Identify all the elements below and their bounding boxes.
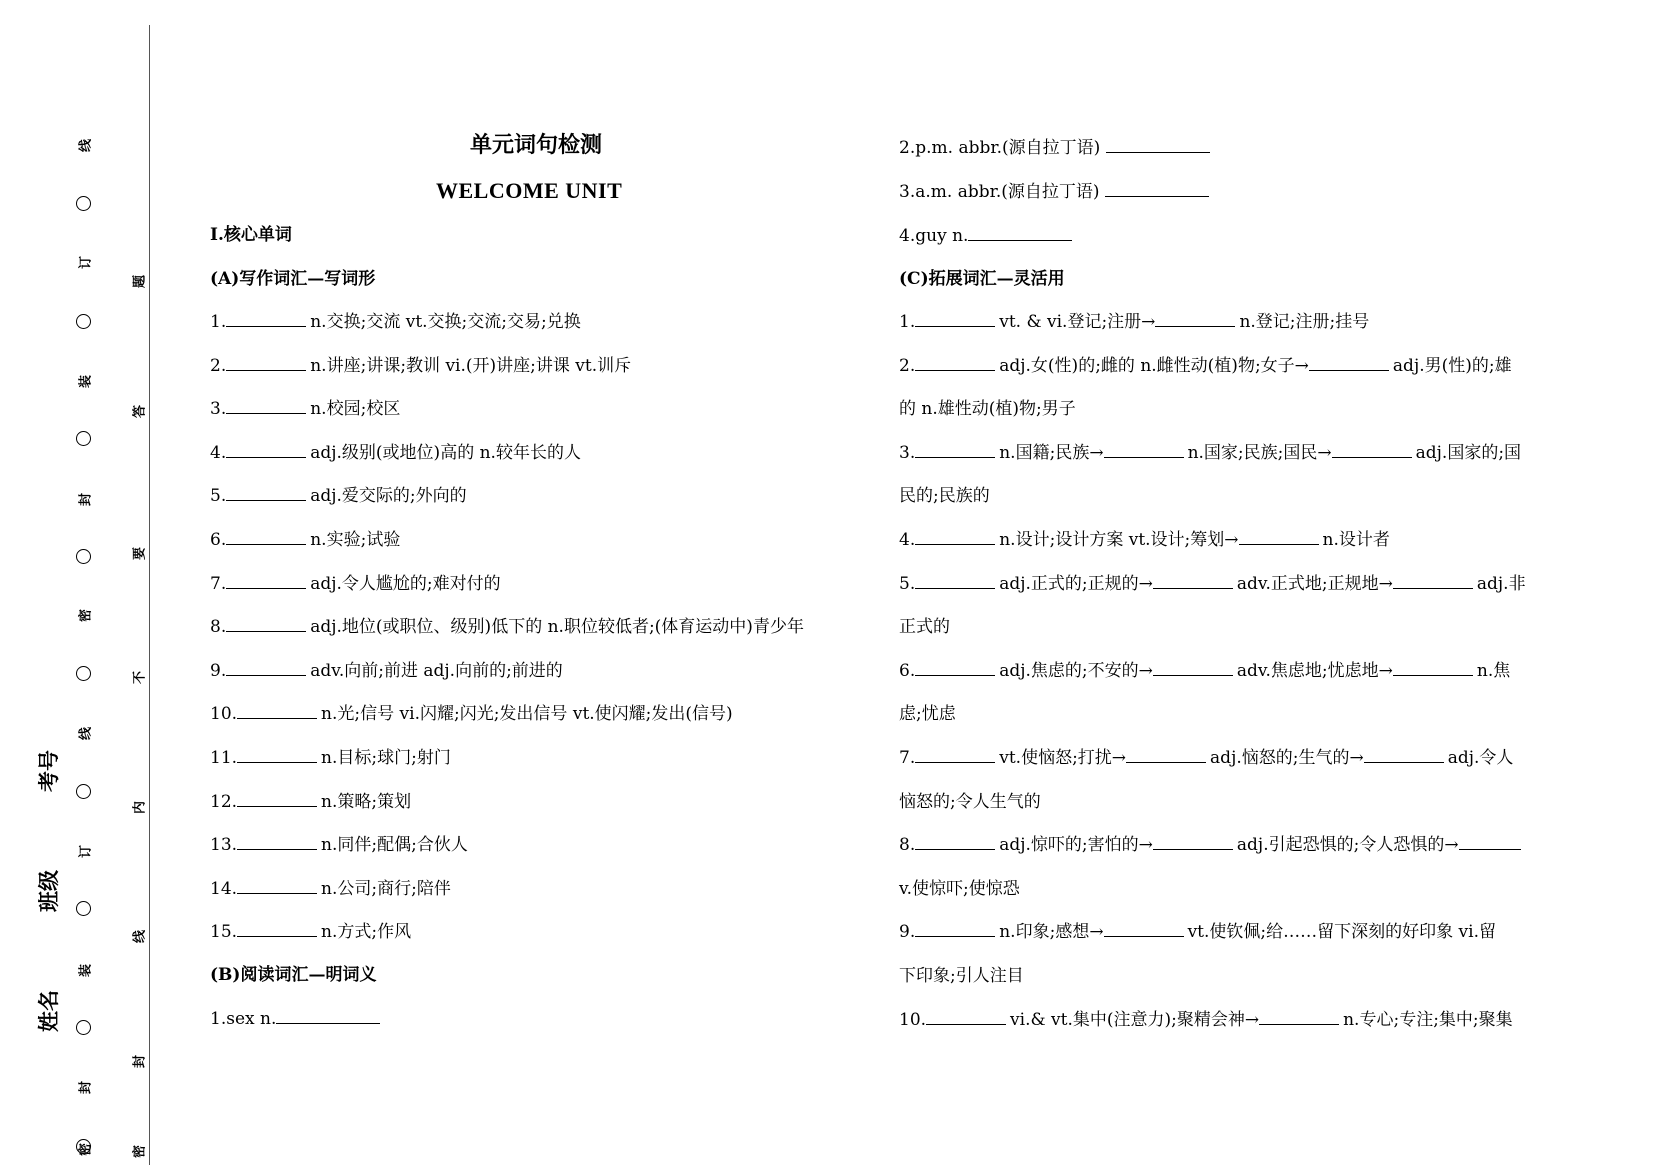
item-number: 3. (899, 182, 916, 202)
item-number: 9. (899, 922, 916, 943)
answer-blank[interactable] (1106, 138, 1210, 153)
item-number: 4. (899, 530, 916, 550)
answer-blank[interactable] (237, 704, 317, 719)
part-c-item (899, 573, 1526, 595)
item-number: 11. (210, 748, 238, 768)
answer-blank[interactable] (226, 356, 306, 371)
item-number: 14. (210, 878, 238, 899)
item-text: adj.令人 (1447, 748, 1514, 768)
binding-circle-icon (76, 1020, 91, 1035)
binding-char: 密 (132, 1145, 148, 1159)
answer-blank[interactable] (1104, 922, 1184, 937)
binding-char: 线 (132, 930, 148, 944)
item-text: adj.国家的;国 (1415, 442, 1522, 463)
binding-char: 内 (132, 801, 148, 815)
binding-circle-icon (76, 549, 91, 564)
binding-char: 密 (78, 1143, 94, 1157)
item-number: 13. (210, 835, 238, 856)
item-number: 6. (899, 660, 916, 681)
answer-blank[interactable] (226, 312, 306, 327)
part-a-item (210, 529, 400, 551)
part-a-item (210, 573, 501, 595)
item-number: 2. (210, 355, 227, 376)
answer-blank[interactable] (968, 226, 1072, 241)
binding-char: 要 (132, 547, 148, 561)
section-heading: I.核心单词 (210, 225, 292, 245)
part-c-continuation: 恼怒的;令人生气的 (899, 791, 1041, 812)
answer-blank[interactable] (1155, 312, 1235, 327)
binding-circle-icon (76, 901, 91, 916)
item-definition: adj.级别(或地位)高的 n.较年长的人 (310, 442, 581, 463)
part-c-item (899, 311, 1369, 333)
answer-blank[interactable] (915, 530, 995, 545)
item-number: 3. (899, 442, 916, 463)
binding-char: 密 (78, 609, 94, 623)
part-c-item (899, 660, 1510, 682)
answer-blank[interactable] (226, 399, 306, 414)
item-word: sex n. (226, 1009, 277, 1029)
item-number: 8. (899, 835, 916, 856)
class-label: 班级 (37, 870, 61, 912)
part-c-continuation: v.使惊吓;使惊恐 (899, 878, 1020, 899)
part-a-heading: (A)写作词汇—写词形 (210, 269, 376, 289)
part-c-item (899, 747, 1513, 769)
part-c-item (899, 921, 1496, 943)
item-text: n.登记;注册;挂号 (1239, 312, 1370, 332)
binding-circle-icon (76, 196, 91, 211)
answer-blank[interactable] (1153, 661, 1233, 676)
answer-blank[interactable] (237, 879, 317, 894)
binding-line (149, 25, 150, 1165)
answer-blank[interactable] (1332, 443, 1412, 458)
item-definition: adj.爱交际的;外向的 (310, 486, 467, 507)
item-definition: n.交换;交流 vt.交换;交流;交易;兑换 (310, 312, 581, 332)
item-number: 1. (210, 1009, 227, 1029)
answer-blank[interactable] (237, 835, 317, 850)
item-number: 2. (899, 138, 916, 158)
item-word: a.m. abbr.(源自拉丁语) (915, 182, 1100, 202)
answer-blank[interactable] (237, 792, 317, 807)
binding-char: 封 (132, 1055, 148, 1069)
answer-blank[interactable] (237, 748, 317, 763)
item-text: vt. & vi.登记;注册→ (999, 312, 1156, 332)
item-definition: n.公司;商行;陪伴 (321, 878, 451, 899)
answer-blank[interactable] (226, 443, 306, 458)
item-number: 5. (899, 573, 916, 594)
binding-char: 线 (78, 727, 94, 741)
student-number-label: 考号 (37, 750, 61, 792)
binding-circle-icon (76, 431, 91, 446)
binding-char: 订 (78, 256, 94, 270)
binding-char: 装 (78, 964, 94, 978)
item-definition: adj.地位(或职位、级别)低下的 n.职位较低者;(体育运动中)青少年 (310, 617, 804, 638)
part-b-item (899, 181, 1209, 203)
part-a-item (210, 616, 804, 638)
answer-blank[interactable] (226, 617, 306, 632)
page-title: 单元词句检测 (470, 132, 603, 158)
answer-blank[interactable] (915, 574, 995, 589)
part-c-continuation: 正式的 (899, 617, 950, 638)
binding-circle-icon (76, 314, 91, 329)
binding-char: 封 (78, 1081, 94, 1095)
part-c-heading: (C)拓展词汇—灵活用 (899, 269, 1065, 289)
answer-blank[interactable] (226, 486, 306, 501)
part-b-heading: (B)阅读词汇—明词义 (210, 965, 377, 985)
item-text: adj.惊吓的;害怕的→ (999, 835, 1153, 856)
binding-char: 装 (78, 375, 94, 389)
binding-circle-icon (76, 666, 91, 681)
item-definition: n.同伴;配偶;合伙人 (321, 835, 468, 856)
item-definition: n.目标;球门;射门 (321, 748, 451, 768)
item-text: adj.非 (1476, 573, 1526, 594)
item-definition: n.实验;试验 (310, 530, 401, 550)
item-text: adj.恼怒的;生气的→ (1210, 748, 1364, 768)
answer-blank[interactable] (915, 748, 995, 763)
item-text: vt.使恼怒;打扰→ (999, 748, 1127, 768)
answer-blank[interactable] (915, 356, 995, 371)
name-label: 姓名 (37, 990, 61, 1032)
item-number: 9. (210, 660, 227, 681)
item-definition: n.校园;校区 (310, 399, 401, 420)
part-a-item (210, 703, 733, 725)
item-text: adv.焦虑地;忧虑地→ (1236, 660, 1393, 681)
item-number: 1. (899, 312, 916, 332)
answer-blank[interactable] (1309, 356, 1389, 371)
answer-blank[interactable] (1105, 182, 1209, 197)
item-text: adj.正式的;正规的→ (999, 573, 1153, 594)
answer-blank[interactable] (1459, 835, 1521, 850)
item-word: guy n. (915, 226, 969, 246)
answer-blank[interactable] (1239, 530, 1319, 545)
answer-blank[interactable] (915, 312, 995, 327)
answer-blank[interactable] (915, 922, 995, 937)
part-c-item (899, 529, 1390, 551)
answer-blank[interactable] (915, 661, 995, 676)
part-b-item (210, 1008, 380, 1030)
answer-blank[interactable] (226, 574, 306, 589)
part-a-item (210, 791, 411, 813)
item-text: adj.焦虑的;不安的→ (999, 660, 1153, 681)
item-number: 3. (210, 399, 227, 420)
answer-blank[interactable] (915, 835, 995, 850)
item-number: 7. (210, 573, 227, 594)
item-text: n.印象;感想→ (999, 922, 1104, 943)
part-a-item (210, 921, 411, 943)
answer-blank[interactable] (226, 661, 306, 676)
item-word: p.m. abbr.(源自拉丁语) (915, 138, 1101, 158)
item-definition: adj.令人尴尬的;难对付的 (310, 573, 501, 594)
part-a-item (210, 660, 563, 682)
item-number: 10. (899, 1009, 927, 1030)
answer-blank[interactable] (1153, 835, 1233, 850)
answer-blank[interactable] (1259, 1010, 1339, 1025)
part-a-item (210, 442, 581, 464)
part-a-item (210, 878, 451, 900)
part-c-item (899, 442, 1521, 464)
item-definition: n.方式;作风 (321, 922, 412, 943)
item-text: adv.正式地;正规地→ (1236, 573, 1393, 594)
item-definition: n.讲座;讲课;教训 vi.(开)讲座;讲课 vt.训斥 (310, 355, 632, 376)
item-text: adj.男(性)的;雄 (1392, 355, 1512, 376)
answer-blank[interactable] (1393, 574, 1473, 589)
binding-char: 封 (78, 493, 94, 507)
answer-blank[interactable] (1153, 574, 1233, 589)
binding-circle-icon (76, 784, 91, 799)
part-c-continuation: 民的;民族的 (899, 486, 990, 507)
item-number: 4. (210, 442, 227, 463)
unit-title: WELCOME UNIT (436, 178, 623, 203)
answer-blank[interactable] (915, 443, 995, 458)
part-c-continuation: 的 n.雄性动(植)物;男子 (899, 399, 1076, 420)
part-b-item (899, 225, 1072, 247)
item-number: 2. (899, 355, 916, 376)
item-number: 4. (899, 226, 916, 246)
item-text: n.设计;设计方案 vt.设计;筹划→ (999, 530, 1239, 550)
item-definition: adv.向前;前进 adj.向前的;前进的 (310, 660, 563, 681)
item-text: n.焦 (1476, 660, 1511, 681)
part-a-item (210, 311, 581, 333)
item-text: n.国籍;民族→ (999, 442, 1104, 463)
item-number: 12. (210, 791, 238, 812)
answer-blank[interactable] (926, 1010, 1006, 1025)
item-definition: n.策略;策划 (321, 791, 412, 812)
item-number: 5. (210, 486, 227, 507)
item-text: vt.使钦佩;给……留下深刻的好印象 vi.留 (1187, 922, 1496, 943)
answer-blank[interactable] (1126, 748, 1206, 763)
item-text: n.专心;专注;集中;聚集 (1343, 1009, 1513, 1030)
part-a-item (210, 398, 400, 420)
item-number: 7. (899, 748, 916, 768)
part-c-item (899, 834, 1521, 856)
item-definition: n.光;信号 vi.闪耀;闪光;发出信号 vt.使闪耀;发出(信号) (321, 704, 733, 725)
binding-char: 订 (78, 845, 94, 859)
item-number: 10. (210, 704, 238, 725)
binding-char: 不 (132, 671, 148, 685)
item-text: adj.引起恐惧的;令人恐惧的→ (1236, 835, 1459, 856)
answer-blank[interactable] (1364, 748, 1444, 763)
binding-char: 线 (78, 139, 94, 153)
part-c-continuation: 虑;忧虑 (899, 704, 956, 725)
part-a-item (210, 834, 468, 856)
item-text: adj.女(性)的;雌的 n.雌性动(植)物;女子→ (999, 355, 1309, 376)
part-a-item (210, 355, 631, 377)
part-a-item (210, 747, 451, 769)
item-number: 8. (210, 617, 227, 638)
part-c-item (899, 1009, 1513, 1031)
binding-char: 答 (132, 405, 148, 419)
item-number: 6. (210, 530, 227, 550)
part-b-item (899, 137, 1210, 159)
part-a-item (210, 485, 467, 507)
answer-blank[interactable] (276, 1009, 380, 1024)
item-number: 15. (210, 922, 238, 943)
item-text: n.设计者 (1322, 530, 1390, 550)
part-c-item (899, 355, 1512, 377)
item-text: n.国家;民族;国民→ (1187, 442, 1332, 463)
binding-char: 题 (132, 275, 148, 289)
answer-blank[interactable] (1104, 443, 1184, 458)
answer-blank[interactable] (237, 922, 317, 937)
item-number: 1. (210, 312, 227, 332)
item-text: vi.& vt.集中(注意力);聚精会神→ (1010, 1009, 1260, 1030)
answer-blank[interactable] (226, 530, 306, 545)
answer-blank[interactable] (1393, 661, 1473, 676)
part-c-continuation: 下印象;引人注目 (899, 966, 1024, 986)
